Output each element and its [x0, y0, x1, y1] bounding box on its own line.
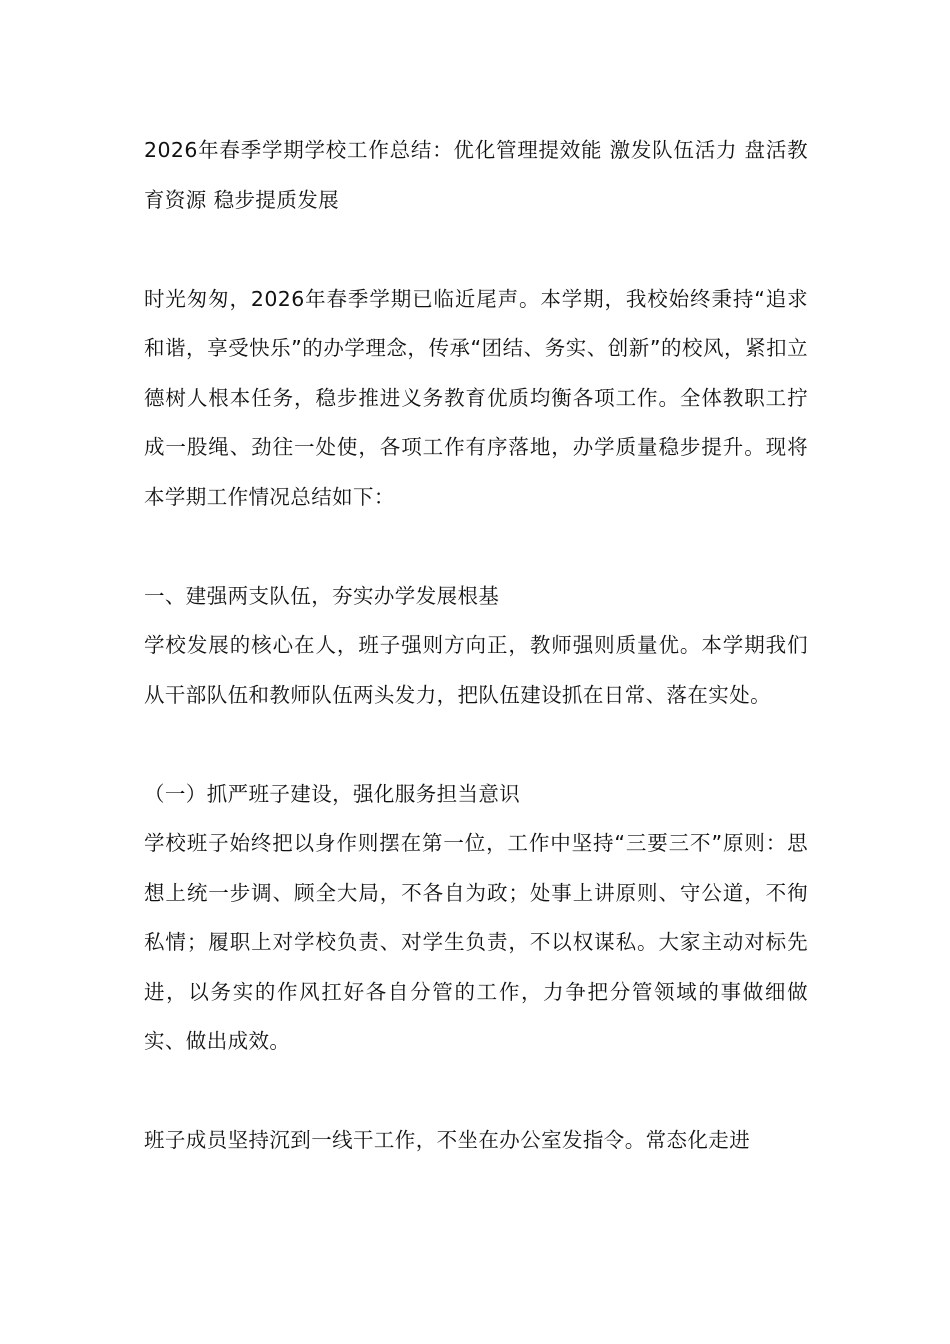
- spacer: [144, 225, 808, 275]
- section-paragraph: 学校发展的核心在人，班子强则方向正，教师强则质量优。本学期我们从干部队伍和教师队伍两头发力，把队伍建设抓在日常、落在实处。: [144, 633, 808, 707]
- subsection-paragraph: 学校班子始终把以身作则摆在第一位，工作中坚持“三要三不”原则：思想上统一步调、顾全大局，不各自为政；处事上讲原则、守公道，不徇私情；履职上对学校负责、对学生负责，不以权谋私。大家主动对标先进，以务实的作风扛好各自分管的工作，力争把分管领域的事做细做实、做出成效。: [144, 831, 808, 1053]
- section-heading: 一、建强两支队伍，夯实办学发展根基: [144, 583, 500, 608]
- document-title: 2026年春季学期学校工作总结：优化管理提效能 激发队伍活力 盘活教育资源 稳步提质发展: [144, 138, 808, 212]
- body-paragraph: 班子成员坚持沉到一线干工作，不坐在办公室发指令。常态化走进: [144, 1128, 751, 1152]
- subsection-heading: （一）抓严班子建设，强化服务担当意识: [144, 781, 521, 806]
- spacer: [144, 1067, 808, 1117]
- spacer: [144, 522, 808, 572]
- document-body: [144, 126, 808, 1166]
- spacer: [144, 720, 808, 770]
- intro-paragraph: 时光匆匆，2026年春季学期已临近尾声。本学期，我校始终秉持“追求和谐，享受快乐”的办学理念，传承“团结、务实、创新”的校风，紧扣立德树人根本任务，稳步推进义务教育优质均衡各项工作。全体教职工拧成一股绳、劲往一处使，各项工作有序落地，办学质量稳步提升。现将本学期工作情况总结如下：: [144, 286, 808, 509]
